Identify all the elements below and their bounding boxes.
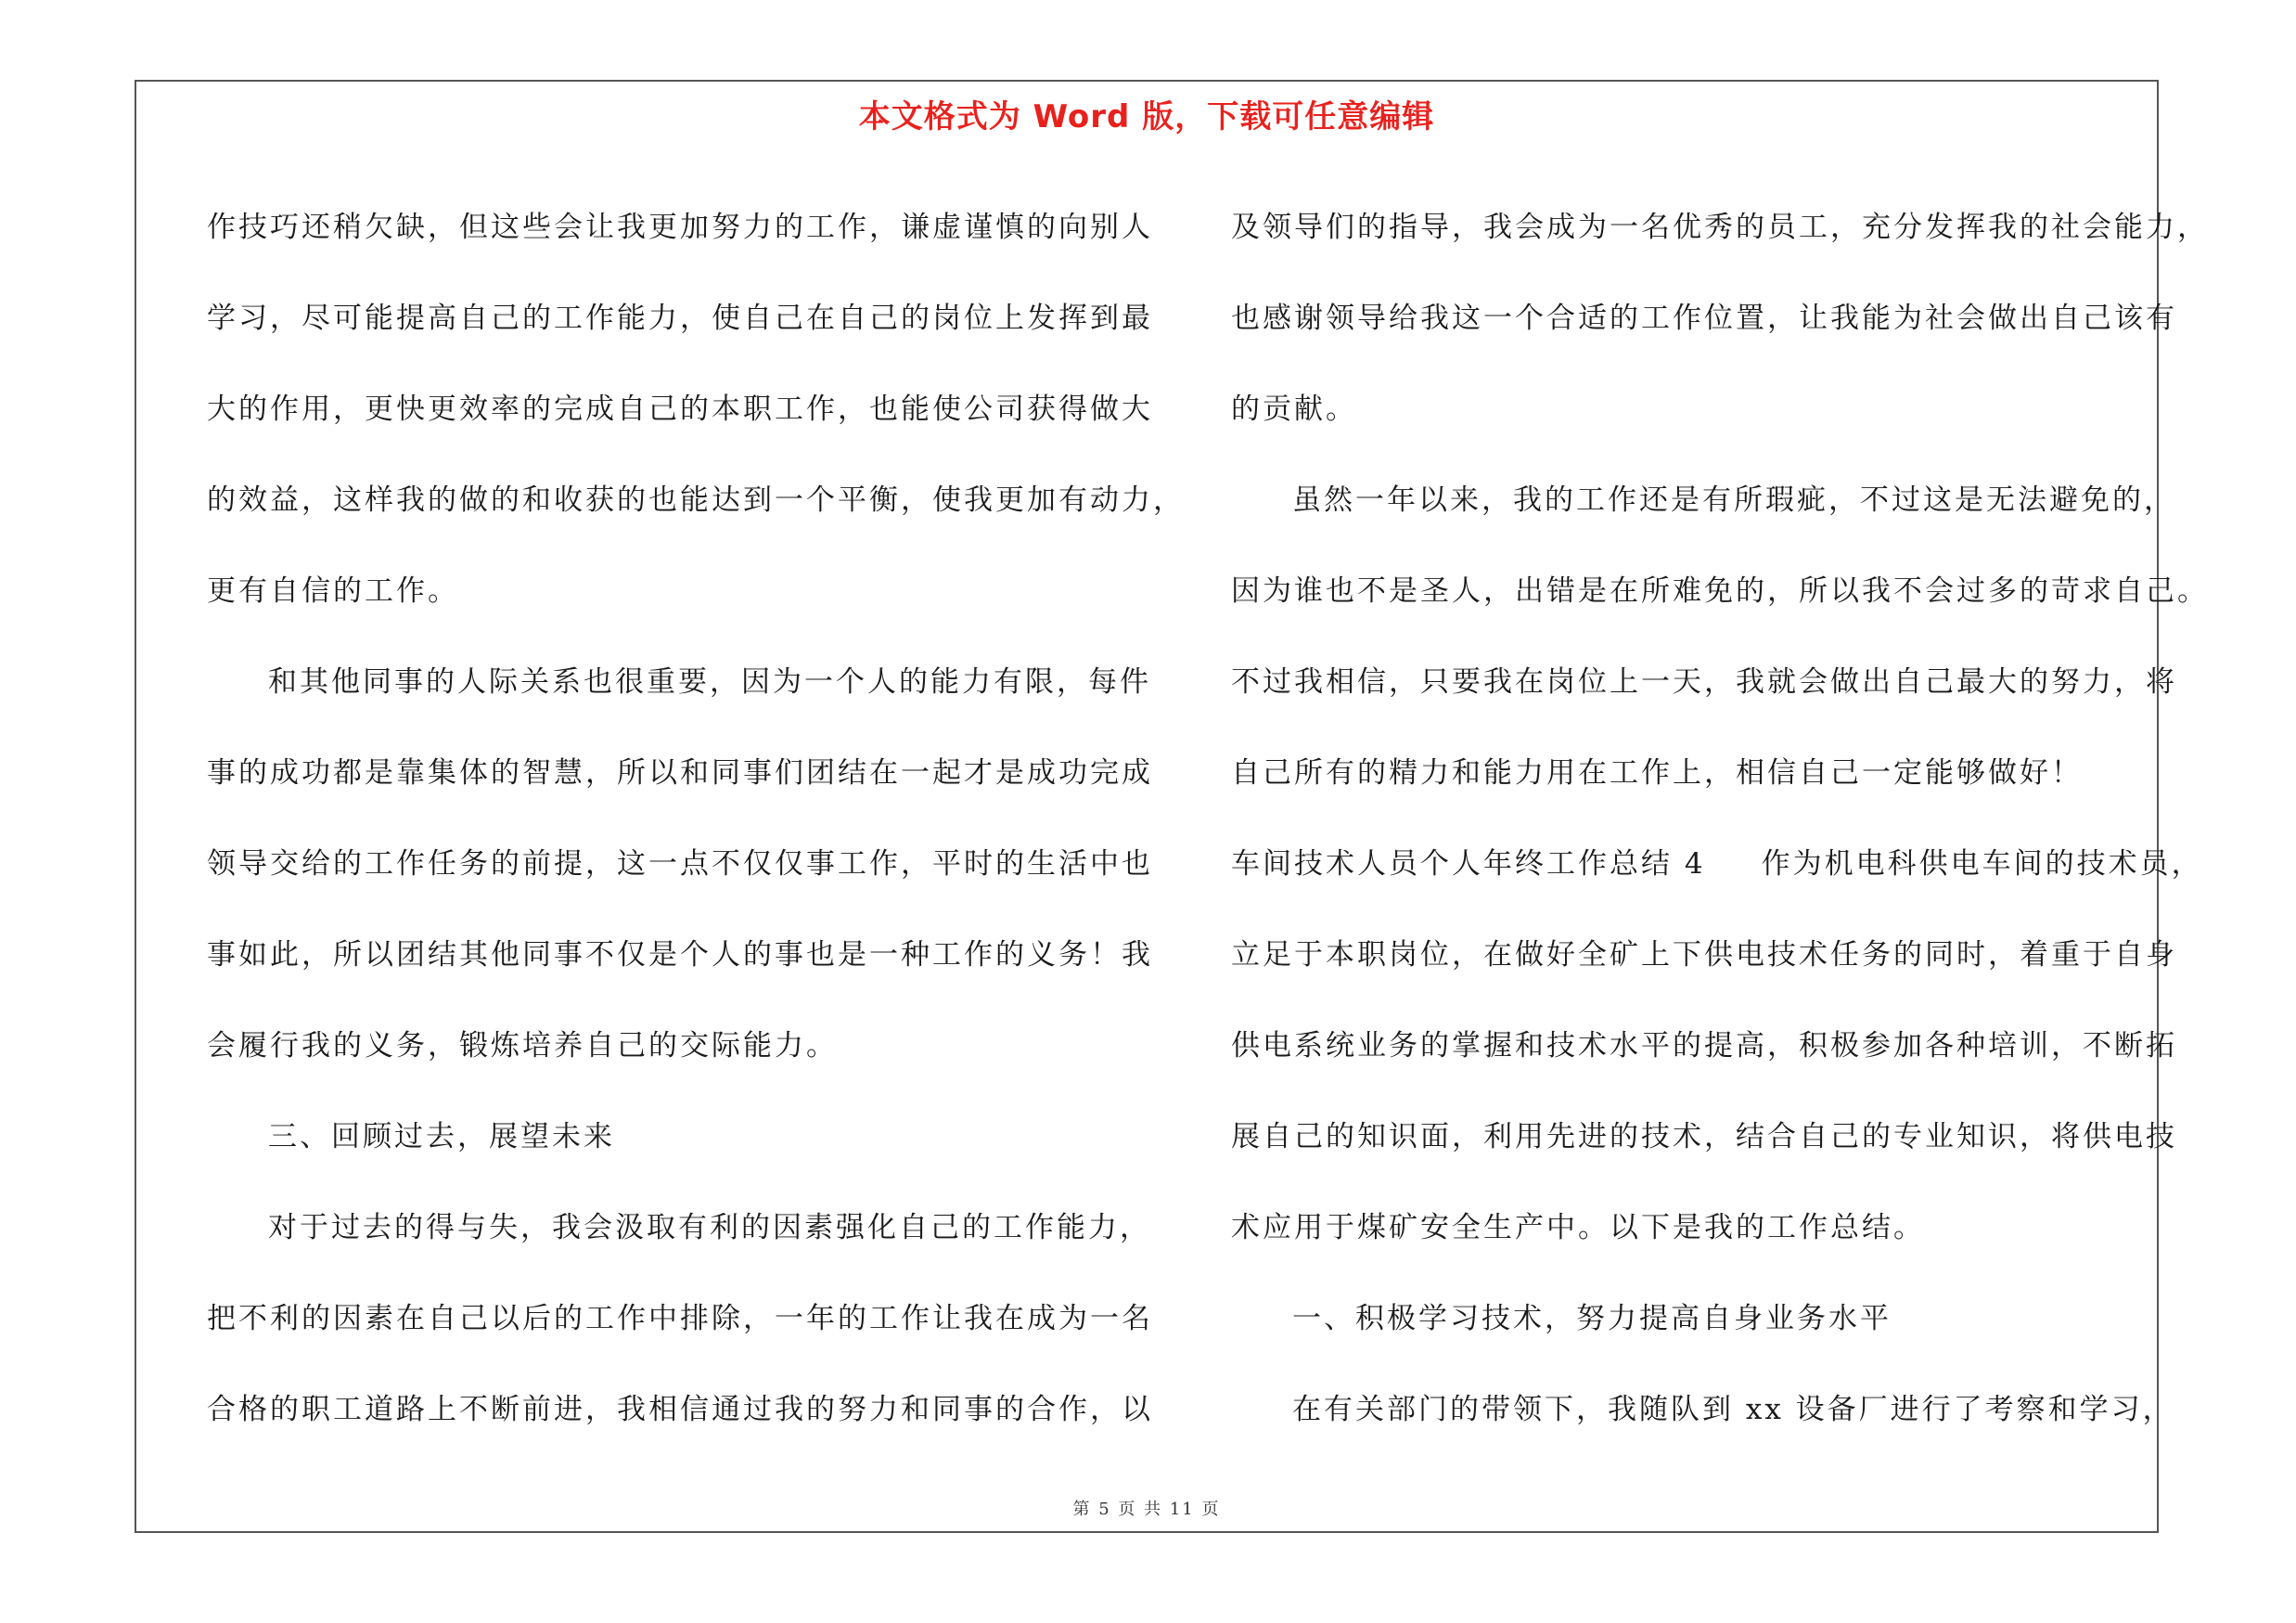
left-column: [207, 182, 1185, 1455]
page-frame: [135, 80, 2209, 1533]
text-line: 事的成功都是靠集体的智慧，所以和同事们团结在一起才是成功完成: [207, 756, 1153, 790]
text-line: 供电系统业务的掌握和技术水平的提高，积极参加各种培训，不断拓: [1231, 1029, 2177, 1063]
text-line: 领导交给的工作任务的前提，这一点不仅仅事工作，平时的生活中也: [207, 847, 1153, 881]
summary-intro: 作为机电科供电车间的技术员，: [1761, 847, 2203, 881]
section-heading-3: 三、回顾过去，展望未来: [268, 1120, 615, 1153]
right-column: [1231, 182, 2209, 1455]
text-line: 作技巧还稍欠缺，但这些会让我更加努力的工作，谦虚谨慎的向别人: [207, 211, 1153, 244]
text-line: 的贡献。: [1231, 393, 1357, 426]
text-line: 立足于本职岗位，在做好全矿上下供电技术任务的同时，着重于自身: [1231, 938, 2177, 972]
text-line: 也感谢领导给我这一个合适的工作位置，让我能为社会做出自己该有: [1231, 302, 2177, 335]
text-line: 更有自信的工作。: [207, 574, 459, 608]
paragraph-start: 虽然一年以来，我的工作还是有所瑕疵，不过这是无法避免的，: [1292, 483, 2175, 517]
text-line: 及领导们的指导，我会成为一名优秀的员工，充分发挥我的社会能力，: [1231, 211, 2209, 244]
paragraph-start: 在有关部门的带领下，我随队到 xx 设备厂进行了考察和学习，: [1292, 1393, 2174, 1426]
format-banner: 本文格式为 Word 版，下载可任意编辑: [858, 98, 1435, 135]
text-line: 会履行我的义务，锻炼培养自己的交际能力。: [207, 1029, 838, 1063]
text-line: 的效益，这样我的做的和收获的也能达到一个平衡，使我更加有动力，: [207, 483, 1185, 517]
paragraph-start: 和其他同事的人际关系也很重要，因为一个人的能力有限，每件: [268, 665, 1151, 699]
summary-heading-line: [1231, 818, 2203, 909]
text-line: 合格的职工道路上不断前进，我相信通过我的努力和同事的合作，以: [207, 1393, 1153, 1426]
text-line: 把不利的因素在自己以后的工作中排除，一年的工作让我在成为一名: [207, 1302, 1153, 1335]
text-line: 自己所有的精力和能力用在工作上，相信自己一定能够做好！: [1231, 756, 2083, 790]
page-number: 第 5 页 共 11 页: [1072, 1500, 1221, 1519]
text-line: 因为谁也不是圣人，出错是在所难免的，所以我不会过多的苛求自己。: [1231, 574, 2209, 608]
text-line: 术应用于煤矿安全生产中。以下是我的工作总结。: [1231, 1211, 1925, 1244]
text-line: 大的作用，更快更效率的完成自己的本职工作，也能使公司获得做大: [207, 393, 1153, 426]
text-line: 事如此，所以团结其他同事不仅是个人的事也是一种工作的义务！我: [207, 938, 1153, 972]
summary-title: 车间技术人员个人年终工作总结 4: [1231, 847, 1706, 881]
paragraph-start: 对于过去的得与失，我会汲取有利的因素强化自己的工作能力，: [268, 1211, 1151, 1244]
text-line: 展自己的知识面，利用先进的技术，结合自己的专业知识，将供电技: [1231, 1120, 2177, 1153]
section-heading-1: 一、积极学习技术，努力提高自身业务水平: [1292, 1302, 1892, 1335]
text-line: 不过我相信，只要我在岗位上一天，我就会做出自己最大的努力，将: [1231, 665, 2177, 699]
text-line: 学习，尽可能提高自己的工作能力，使自己在自己的岗位上发挥到最: [207, 302, 1153, 335]
